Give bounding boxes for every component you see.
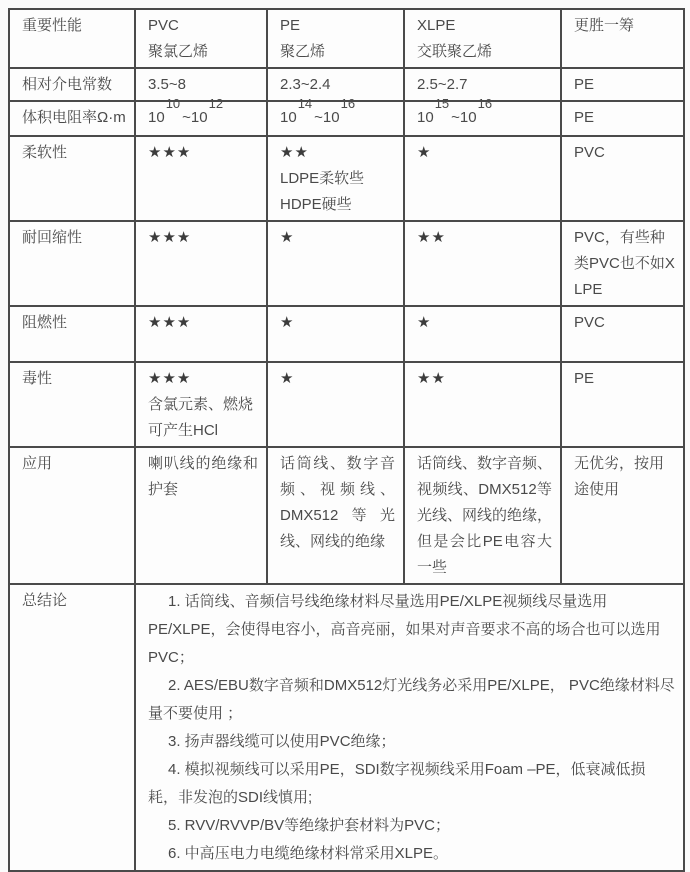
- resistivity-xlpe-tilde: ~: [451, 109, 460, 126]
- header-pvc-sub: 聚氯乙烯: [148, 43, 209, 60]
- application-label: 应用: [9, 447, 135, 584]
- shrink-label: 耐回缩性: [9, 221, 135, 306]
- dielectric-label: 相对介电常数: [9, 68, 135, 101]
- resistivity-xlpe-exp2: 16: [477, 96, 493, 111]
- toxicity-winner: PE: [561, 362, 684, 447]
- toxicity-row: [9, 362, 684, 447]
- header-pe-name: PE: [280, 17, 301, 34]
- conclusion-label: 总结论: [9, 584, 135, 871]
- softness-pe-note-ldpe: LDPE柔软些: [280, 170, 365, 187]
- resistivity-winner: PE: [561, 101, 684, 136]
- application-winner: 无优劣，按用途使用: [561, 447, 684, 584]
- dielectric-pe: 2.3~2.4: [267, 68, 404, 101]
- dielectric-xlpe: 2.5~2.7: [404, 68, 561, 101]
- flame-pe-rating: ★: [267, 306, 404, 362]
- resistivity-pe-exp1: 14: [297, 96, 313, 111]
- conclusion-item-3: 3. 扬声器线缆可以使用PVC绝缘；: [168, 733, 396, 750]
- shrink-pvc-rating: ★★★: [135, 221, 267, 306]
- application-xlpe: 话筒线、数字音频、视频线、DMX512等光线、网线的绝缘，但是会比PE电容大一些: [404, 447, 561, 584]
- resistivity-pe-exp2: 16: [340, 96, 356, 111]
- resistivity-row: [9, 101, 684, 136]
- resistivity-pvc-base2: 10: [190, 109, 208, 126]
- header-pe: [267, 9, 404, 68]
- resistivity-pvc-tilde: ~: [182, 109, 191, 126]
- softness-pe: [267, 136, 404, 221]
- header-winner: [561, 9, 684, 68]
- conclusion-item-6: 6. 中高压电力电缆绝缘材料常采用XLPE。: [168, 845, 449, 862]
- flame-label: 阻燃性: [9, 306, 135, 362]
- header-xlpe: [404, 9, 561, 68]
- resistivity-xlpe-base1: 10: [417, 109, 434, 126]
- header-pvc: [135, 9, 267, 68]
- conclusion-item-4: 4. 模拟视频线可以采用PE，SDI数字视频线采用Foam –PE，低衰减低损耗，非发泡的SDI线慎用;: [148, 761, 646, 806]
- header-winner-label: 更胜一筹: [574, 17, 635, 34]
- comparison-table: [8, 8, 685, 872]
- shrink-xlpe-rating: ★★: [404, 221, 561, 306]
- dielectric-winner: PE: [561, 68, 684, 101]
- flame-xlpe-rating: ★: [404, 306, 561, 362]
- resistivity-xlpe: [404, 96, 561, 136]
- resistivity-pe-tilde: ~: [314, 109, 323, 126]
- softness-xlpe-rating: ★: [404, 136, 561, 221]
- header-pvc-name: PVC: [148, 17, 179, 34]
- shrink-winner: PVC，有些种类PVC也不如XLPE: [561, 221, 684, 306]
- header-row: [9, 9, 684, 68]
- header-property: [9, 9, 135, 68]
- shrink-resistance-row: [9, 221, 684, 306]
- softness-winner: PVC: [561, 136, 684, 221]
- toxicity-xlpe-rating: ★★: [404, 362, 561, 447]
- conclusion-item-2: 2. AES/EBU数字音频和DMX512灯光线务必采用PE/XLPE， PVC绝缘材料尽量不要使用 ；: [148, 677, 675, 722]
- resistivity-pvc-exp2: 12: [208, 96, 224, 111]
- softness-row: [9, 136, 684, 221]
- dielectric-pvc: 3.5~8: [135, 68, 267, 101]
- softness-pvc-rating: ★★★: [135, 136, 267, 221]
- resistivity-pe-base2: 10: [322, 109, 340, 126]
- application-pe: 话筒线、数字音频、视频线、DMX512等光线、网线的绝缘: [267, 447, 404, 584]
- softness-pe-rating: ★★: [280, 144, 309, 161]
- toxicity-pvc-rating: ★★★: [148, 370, 192, 387]
- resistivity-pe-base1: 10: [280, 109, 297, 126]
- resistivity-xlpe-exp1: 15: [434, 96, 450, 111]
- resistivity-pvc: [135, 96, 267, 136]
- application-row: [9, 447, 684, 584]
- header-property-label: 重要性能: [22, 17, 83, 34]
- header-pe-sub: 聚乙烯: [280, 43, 326, 60]
- shrink-pe-rating: ★: [267, 221, 404, 306]
- softness-label: 柔软性: [9, 136, 135, 221]
- conclusion-row: [9, 584, 684, 871]
- resistivity-xlpe-base2: 10: [459, 109, 477, 126]
- header-xlpe-name: XLPE: [417, 17, 456, 34]
- flame-winner: PVC: [561, 306, 684, 362]
- flame-retardancy-row: [9, 306, 684, 362]
- conclusion-content: [135, 584, 684, 871]
- toxicity-label: 毒性: [9, 362, 135, 447]
- softness-pe-note-hdpe: HDPE硬些: [280, 196, 352, 213]
- flame-pvc-rating: ★★★: [135, 306, 267, 362]
- conclusion-item-5: 5. RVV/RVVP/BV等绝缘护套材料为PVC；: [168, 817, 451, 834]
- resistivity-pvc-exp1: 10: [165, 96, 181, 111]
- toxicity-pvc-note: 含氯元素、燃烧可产生HCl: [148, 396, 254, 439]
- toxicity-pe-rating: ★: [267, 362, 404, 447]
- resistivity-pe: [267, 96, 404, 136]
- conclusion-item-1: 1. 话筒线、音频信号线绝缘材料尽量选用PE/XLPE视频线尽量选用PE/XLPE，会使得电容小，高音亮丽，如果对声音要求不高的场合也可以选用PVC；: [148, 593, 661, 666]
- header-xlpe-sub: 交联聚乙烯: [417, 43, 493, 60]
- toxicity-pvc: [135, 362, 267, 447]
- application-pvc: 喇叭线的绝缘和护套: [135, 447, 267, 584]
- resistivity-label: 体积电阻率Ω·m: [9, 101, 135, 136]
- resistivity-pvc-base1: 10: [148, 109, 165, 126]
